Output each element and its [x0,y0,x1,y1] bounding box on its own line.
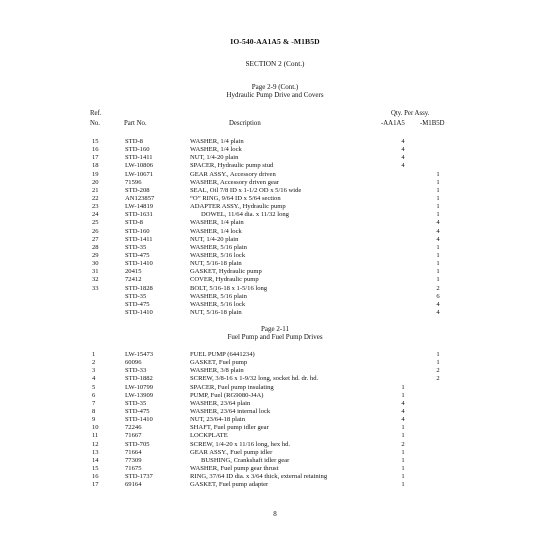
qty-m1b5d: 1 [436,359,440,367]
table-row [0,138,550,146]
part-number: 20415 [125,268,142,276]
part-number: LW-15473 [125,351,154,358]
ref-number: 31 [92,268,99,276]
part-description: WASHER, 5/16 lock [190,251,246,259]
qty-aa1a5: 1 [401,464,405,472]
part-description: WASHER, 1/4 lock [190,146,242,154]
qty-m1b5d: 2 [436,375,440,383]
part-number: STD-1882 [125,375,153,383]
ref-number: 17 [92,481,99,489]
part-number: STD-1411 [125,235,153,243]
qty-m1b5d: 1 [436,170,440,178]
table-row [0,195,550,203]
part-description: WASHER, 1/4 plain [190,219,244,227]
table-row [0,268,550,276]
table-row [0,432,550,440]
ref-number: 18 [92,162,99,170]
block1-page-ref: Page 2-9 (Cont.) [251,83,299,91]
qty-aa1a5: 1 [401,481,405,489]
qty-m1b5d: 1 [436,178,440,186]
part-description: PUMP, Fuel (RG9080-J4A) [190,391,264,399]
ref-number: 7 [92,399,96,407]
table-row [0,301,550,309]
part-description: GEAR ASSY., Fuel pump idler [190,448,273,456]
table-row [0,351,550,359]
part-description: SCREW, 3/8-16 x 1-9/32 long, socket hd. dr. hd. [190,375,319,383]
table-row [0,424,550,432]
qty-m1b5d: 4 [436,219,440,227]
table-row [0,179,550,187]
ref-number: 4 [92,375,96,383]
part-number: 71664 [125,448,142,456]
table-row [0,441,550,449]
part-description: WASHER, 23/64 internal lock [190,407,271,415]
ref-number: 20 [92,178,99,186]
part-description: WASHER, 3/8 plain [190,367,244,375]
ref-number: 28 [92,243,99,251]
table-row [0,481,550,489]
part-number: STD-33 [125,367,147,375]
block2-page-ref: Page 2-11 [261,325,289,333]
table-row [0,187,550,195]
qty-m1b5d: 1 [436,351,440,358]
ref-number: 3 [92,367,96,375]
table-row [0,400,550,408]
part-number: 71675 [125,464,142,472]
qty-aa1a5: 4 [401,416,405,424]
part-description: RING, 37/64 ID dia. x 3/64 thick, external retaining [190,473,328,481]
part-number: LW-14819 [125,203,154,211]
ref-number: 24 [92,211,99,219]
part-number: STD-475 [125,407,150,415]
table-row [0,211,550,219]
ref-number: 29 [92,251,99,259]
part-number: STD-160 [125,227,150,235]
qty-m1b5d: 1 [436,186,440,194]
qty-aa1a5: 4 [401,154,405,162]
ref-number: 30 [92,260,99,268]
ref-number: 1 [92,351,96,358]
section-title: SECTION 2 (Cont.) [245,59,305,68]
table-row [0,236,550,244]
table-row [0,219,550,227]
qty-m1b5d: 2 [436,284,440,292]
col-part-label: Part No. [124,120,147,127]
ref-number: 16 [92,146,99,154]
table-row [0,203,550,211]
qty-aa1a5: 1 [401,456,405,464]
ref-number: 14 [92,456,99,464]
part-number: STD-705 [125,440,150,448]
part-number: STD-475 [125,300,150,308]
part-number: 72246 [125,424,142,432]
qty-aa1a5: 4 [401,399,405,407]
qty-m1b5d: 4 [436,227,440,235]
part-number: STD-1410 [125,260,153,268]
qty-aa1a5: 1 [401,473,405,481]
parts-table-hydraulic [0,138,550,317]
ref-number: 9 [92,416,96,424]
qty-aa1a5: 4 [401,162,405,170]
part-number: STD-8 [125,138,143,145]
qty-aa1a5: 1 [401,383,405,391]
table-row [0,465,550,473]
part-description: WASHER, 1/4 lock [190,227,242,235]
table-row [0,228,550,236]
part-description: ADAPTER ASSY., Hydraulic pump [190,203,286,211]
ref-number: 22 [92,194,99,202]
table-row [0,162,550,170]
part-description: “O” RING, 9/64 ID x 5/64 section [190,194,281,202]
part-number: STD-208 [125,186,150,194]
part-description: GASKET, Fuel pump [190,359,248,367]
part-description: WASHER, Fuel pump gear thrust [190,464,279,472]
qty-aa1a5: 1 [401,432,405,440]
ref-number: 6 [92,391,96,399]
ref-number: 33 [92,284,99,292]
col-description-label: Description [229,120,261,127]
part-description: SCREW, 1/4-20 x 11/16 long, hex hd. [190,440,291,448]
part-number: STD-1631 [125,211,153,219]
qty-m1b5d: 1 [436,260,440,268]
part-description: SPACER, Hydraulic pump stud [190,162,274,170]
part-description: NUT, 1/4-20 plain [190,154,239,162]
table-row [0,260,550,268]
part-description: NUT, 1/4-20 plain [190,235,239,243]
part-description: NUT, 5/16-18 plain [190,308,242,316]
part-description: WASHER, 23/64 plain [190,399,251,407]
table-row [0,408,550,416]
table-row [0,416,550,424]
part-description: NUT, 23/64-18 plain [190,416,246,424]
ref-number: 2 [92,359,96,367]
part-description: GASKET, Fuel pump adapter [190,481,269,489]
table-row [0,384,550,392]
part-description: GEAR ASSY., Accessory driven [190,170,276,178]
ref-number: 15 [92,138,99,145]
part-description: FUEL PUMP (6441234) [190,351,255,358]
ref-number: 8 [92,407,96,415]
col-ref-label-2: No. [90,120,101,127]
part-number: STD-1410 [125,308,153,316]
qty-aa1a5: 4 [401,146,405,154]
part-number: STD-35 [125,399,147,407]
col-qty-label: Qty. Per Assy. [391,110,430,117]
part-number: STD-35 [125,292,147,300]
part-description: BUSHING, Crankshaft idler gear [201,456,290,464]
ref-number: 26 [92,227,99,235]
part-number: 72412 [125,276,142,284]
block1-title: Hydraulic Pump Drive and Covers [226,91,324,99]
qty-aa1a5: 4 [401,407,405,415]
part-number: STD-1410 [125,416,153,424]
part-description: DOWEL, 11/64 dia. x 11/32 long [201,211,289,219]
qty-m1b5d: 1 [436,243,440,251]
part-number: 71596 [125,178,142,186]
qty-m1b5d: 1 [436,276,440,284]
table-row [0,309,550,317]
part-number: STD-160 [125,146,150,154]
table-row [0,252,550,260]
part-description: WASHER, Accessory driven gear [190,178,279,186]
qty-m1b5d: 1 [436,268,440,276]
part-number: STD-1737 [125,473,153,481]
qty-m1b5d: 6 [436,292,440,300]
part-number: AN123857 [125,194,155,202]
table-row [0,367,550,375]
qty-m1b5d: 2 [436,367,440,375]
col-ref-label-1: Ref. [90,110,102,117]
part-description: SEAL, Oil 7/8 ID x 1-1/2 OD x 5/16 wide [190,186,302,194]
part-number: LW-10671 [125,170,154,178]
table-row [0,244,550,252]
document-id-header: IO-540-AA1A5 & -M1B5D [230,37,320,46]
table-row [0,285,550,293]
part-number: 60096 [125,359,142,367]
part-description: NUT, 5/16-18 plain [190,260,242,268]
part-description: WASHER, 5/16 plain [190,243,247,251]
part-number: LW-10806 [125,162,154,170]
table-row [0,146,550,154]
qty-aa1a5: 1 [401,424,405,432]
part-description: SPACER, Fuel pump insulating [190,383,274,391]
part-number: 69164 [125,481,142,489]
part-number: LW-13909 [125,391,154,399]
ref-number: 12 [92,440,99,448]
part-description: SHAFT, Fuel pump idler gear [190,424,269,432]
part-number: STD-1828 [125,284,153,292]
ref-number: 10 [92,424,99,432]
table-row [0,171,550,179]
qty-m1b5d: 4 [436,308,440,316]
table-row [0,154,550,162]
part-description: LOCKPLATE [190,432,228,440]
part-description: GASKET, Hydraulic pump [190,268,262,276]
table-row [0,473,550,481]
ref-number: 27 [92,235,99,243]
part-description: BOLT, 5/16-18 x 1-5/16 long [190,284,268,292]
part-number: STD-1411 [125,154,153,162]
table-row [0,276,550,284]
part-number: STD-475 [125,251,150,259]
col-model-a-label: -AA1A5 [381,120,405,127]
page-number: 8 [273,510,277,518]
table-row [0,449,550,457]
ref-number: 13 [92,448,99,456]
qty-m1b5d: 1 [436,194,440,202]
qty-aa1a5: 1 [401,391,405,399]
table-row [0,375,550,383]
part-description: WASHER, 5/16 lock [190,300,246,308]
part-number: 77309 [125,456,142,464]
parts-table-fuel-pump [0,351,550,489]
qty-aa1a5: 4 [401,138,405,145]
ref-number: 23 [92,203,99,211]
ref-number: 25 [92,219,99,227]
table-row [0,392,550,400]
part-description: COVER, Hydraulic pump [190,276,259,284]
qty-aa1a5: 1 [401,448,405,456]
ref-number: 11 [92,432,99,440]
ref-number: 16 [92,473,99,481]
block2-title: Fuel Pump and Fuel Pump Drives [227,333,323,341]
table-row [0,457,550,465]
ref-number: 21 [92,186,99,194]
qty-aa1a5: 2 [401,440,405,448]
col-model-m-label: -M1B5D [420,120,445,127]
qty-m1b5d: 4 [436,300,440,308]
table-row [0,359,550,367]
part-description: WASHER, 5/16 plain [190,292,247,300]
ref-number: 5 [92,383,96,391]
qty-m1b5d: 1 [436,211,440,219]
part-number: 71667 [125,432,142,440]
ref-number: 17 [92,154,99,162]
part-description: WASHER, 1/4 plain [190,138,244,145]
table-row [0,293,550,301]
ref-number: 32 [92,276,99,284]
ref-number: 15 [92,464,99,472]
qty-m1b5d: 1 [436,203,440,211]
ref-number: 19 [92,170,99,178]
qty-m1b5d: 1 [436,251,440,259]
qty-m1b5d: 4 [436,235,440,243]
part-number: STD-35 [125,243,147,251]
part-number: LW-10799 [125,383,154,391]
part-number: STD-8 [125,219,143,227]
